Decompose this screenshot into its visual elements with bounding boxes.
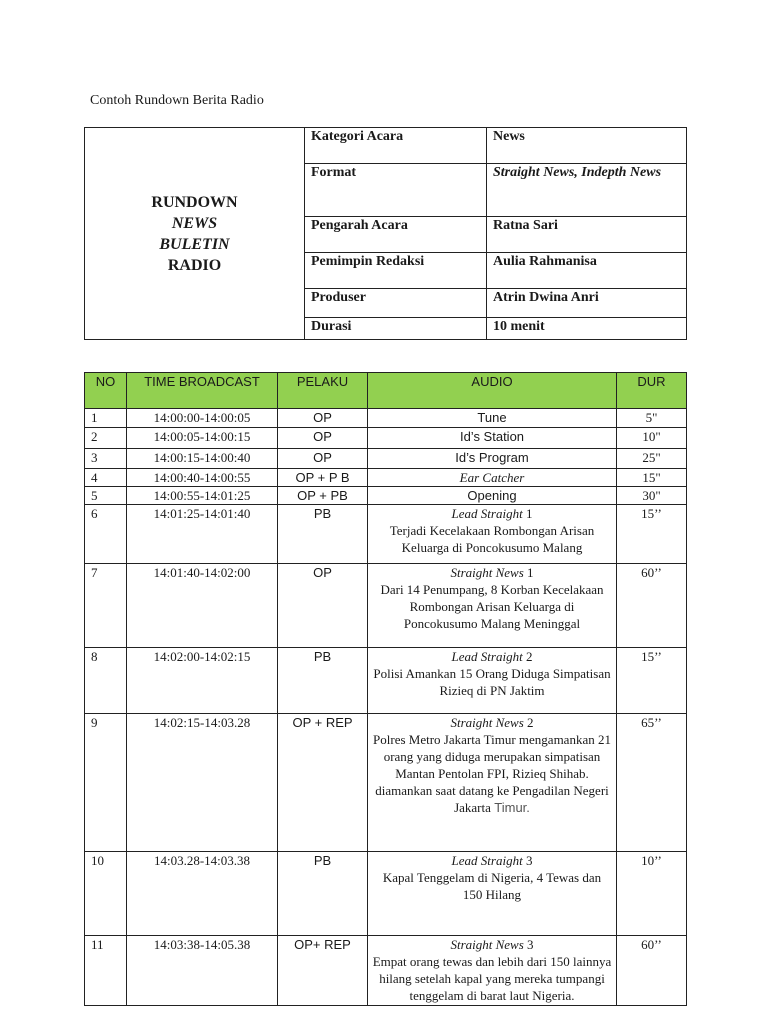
info-label: Pengarah Acara — [305, 217, 487, 253]
cell-pelaku: PB — [278, 648, 368, 714]
info-label: Pemimpin Redaksi — [305, 253, 487, 289]
cell-time: 14:00:00-14:00:05 — [127, 409, 278, 428]
cell-dur: 30" — [617, 487, 687, 505]
audio-body: Empat orang tewas dan lebih dari 150 lainnya hilang setelah kapal yang mereka tumpangi tenggelam di barat laut Nigeria. — [372, 954, 612, 1003]
cell-pelaku: OP — [278, 409, 368, 428]
cell-time: 14:02:00-14:02:15 — [127, 648, 278, 714]
audio-body: Terjadi Kecelakaan Rombongan Arisan Keluarga di Poncokusumo Malang — [389, 523, 595, 555]
cell-no: 1 — [85, 409, 127, 428]
table-row — [85, 449, 687, 469]
cell-pelaku: OP + REP — [278, 714, 368, 852]
cell-no: 2 — [85, 428, 127, 449]
cell-audio: Opening — [368, 487, 617, 505]
cell-pelaku: PB — [278, 505, 368, 564]
program-info-table — [84, 127, 687, 340]
cell-audio — [368, 648, 617, 714]
cell-dur: 15" — [617, 469, 687, 487]
audio-number: 1 — [523, 565, 534, 580]
cell-pelaku: OP — [278, 449, 368, 469]
audio-title: Straight News — [450, 937, 524, 952]
cell-dur: 10" — [617, 428, 687, 449]
info-value: Straight News, Indepth News — [487, 164, 687, 217]
column-header-audio: AUDIO — [368, 373, 617, 409]
audio-body: Dari 14 Penumpang, 8 Korban Kecelakaan Rombongan Arisan Keluarga di Poncokusumo Malang Meninggal — [380, 582, 604, 631]
audio-body: Polisi Amankan 15 Orang Diduga Simpatisan Rizieq di PN Jaktim — [373, 666, 611, 698]
rundown-table — [84, 372, 687, 1006]
cell-no: 6 — [85, 505, 127, 564]
cell-audio — [368, 505, 617, 564]
cell-audio: Id’s Program — [368, 449, 617, 469]
audio-title: Straight News — [450, 715, 524, 730]
cell-dur: 15’’ — [617, 505, 687, 564]
cell-dur: 15’’ — [617, 648, 687, 714]
table-row — [85, 428, 687, 449]
audio-number: 3 — [522, 853, 533, 868]
cell-dur: 60’’ — [617, 936, 687, 1006]
cell-time: 14:02:15-14:03.28 — [127, 714, 278, 852]
audio-title: Straight News — [450, 565, 524, 580]
cell-dur: 5" — [617, 409, 687, 428]
cell-dur: 65’’ — [617, 714, 687, 852]
info-value: Aulia Rahmanisa — [487, 253, 687, 289]
cell-pelaku: OP + PB — [278, 487, 368, 505]
header-row — [85, 373, 687, 409]
info-label: Kategori Acara — [305, 128, 487, 164]
cell-no: 10 — [85, 852, 127, 936]
audio-number: 2 — [523, 715, 534, 730]
cell-audio — [368, 714, 617, 852]
column-header-pelaku: PELAKU — [278, 373, 368, 409]
table-row — [85, 564, 687, 648]
table-row — [85, 714, 687, 852]
cell-time: 14:00:05-14:00:15 — [127, 428, 278, 449]
audio-title: Lead Straight — [451, 506, 523, 521]
column-header-time: TIME BROADCAST — [127, 373, 278, 409]
document-title: Contoh Rundown Berita Radio — [90, 93, 264, 108]
table-row — [85, 852, 687, 936]
cell-no: 5 — [85, 487, 127, 505]
audio-body: Polres Metro Jakarta Timur mengamankan 21 orang yang diduga merupakan simpatisan Mantan Pentolan FPI, Rizieq Shihab. diamankan saat datang ke Pengadilan Negeri Jakarta — [373, 732, 611, 815]
cell-dur: 60’’ — [617, 564, 687, 648]
cell-time: 14:03:38-14:05.38 — [127, 936, 278, 1006]
heading-line: RADIO — [167, 256, 222, 274]
info-value: Atrin Dwina Anri — [487, 289, 687, 318]
heading-line: NEWS — [171, 214, 218, 232]
cell-audio: Id’s Station — [368, 428, 617, 449]
cell-no: 11 — [85, 936, 127, 1006]
cell-no: 4 — [85, 469, 127, 487]
table-row — [85, 469, 687, 487]
cell-audio — [368, 564, 617, 648]
info-value: 10 menit — [487, 318, 687, 340]
table-row — [85, 487, 687, 505]
audio-body: Kapal Tenggelam di Nigeria, 4 Tewas dan 150 Hilang — [382, 870, 602, 902]
cell-no: 9 — [85, 714, 127, 852]
cell-pelaku: PB — [278, 852, 368, 936]
audio-number: 2 — [522, 649, 533, 664]
info-label: Format — [305, 164, 487, 217]
audio-title: Lead Straight — [451, 853, 523, 868]
info-row — [85, 128, 687, 164]
info-value: News — [487, 128, 687, 164]
cell-time: 14:03.28-14:03.38 — [127, 852, 278, 936]
cell-dur: 25" — [617, 449, 687, 469]
cell-pelaku: OP — [278, 428, 368, 449]
cell-audio: Ear Catcher — [368, 469, 617, 487]
table-row — [85, 409, 687, 428]
cell-time: 14:01:25-14:01:40 — [127, 505, 278, 564]
table-row — [85, 505, 687, 564]
column-header-dur: DUR — [617, 373, 687, 409]
cell-audio — [368, 852, 617, 936]
cell-time: 14:00:55-14:01:25 — [127, 487, 278, 505]
info-label: Durasi — [305, 318, 487, 340]
cell-no: 3 — [85, 449, 127, 469]
cell-time: 14:00:40-14:00:55 — [127, 469, 278, 487]
cell-pelaku: OP+ REP — [278, 936, 368, 1006]
cell-no: 7 — [85, 564, 127, 648]
cell-pelaku: OP + P B — [278, 469, 368, 487]
cell-audio: Tune — [368, 409, 617, 428]
audio-number: 1 — [522, 506, 533, 521]
heading-line: BULETIN — [159, 235, 230, 253]
rundown-heading — [85, 128, 305, 340]
cell-no: 8 — [85, 648, 127, 714]
audio-number: 3 — [523, 937, 534, 952]
info-label: Produser — [305, 289, 487, 318]
cell-time: 14:00:15-14:00:40 — [127, 449, 278, 469]
audio-title: Lead Straight — [451, 649, 523, 664]
audio-body-tail: Timur. — [490, 800, 530, 815]
info-value: Ratna Sari — [487, 217, 687, 253]
cell-dur: 10’’ — [617, 852, 687, 936]
table-row — [85, 648, 687, 714]
heading-line: RUNDOWN — [151, 193, 238, 211]
table-row — [85, 936, 687, 1006]
cell-pelaku: OP — [278, 564, 368, 648]
column-header-no: NO — [85, 373, 127, 409]
cell-audio — [368, 936, 617, 1006]
cell-time: 14:01:40-14:02:00 — [127, 564, 278, 648]
